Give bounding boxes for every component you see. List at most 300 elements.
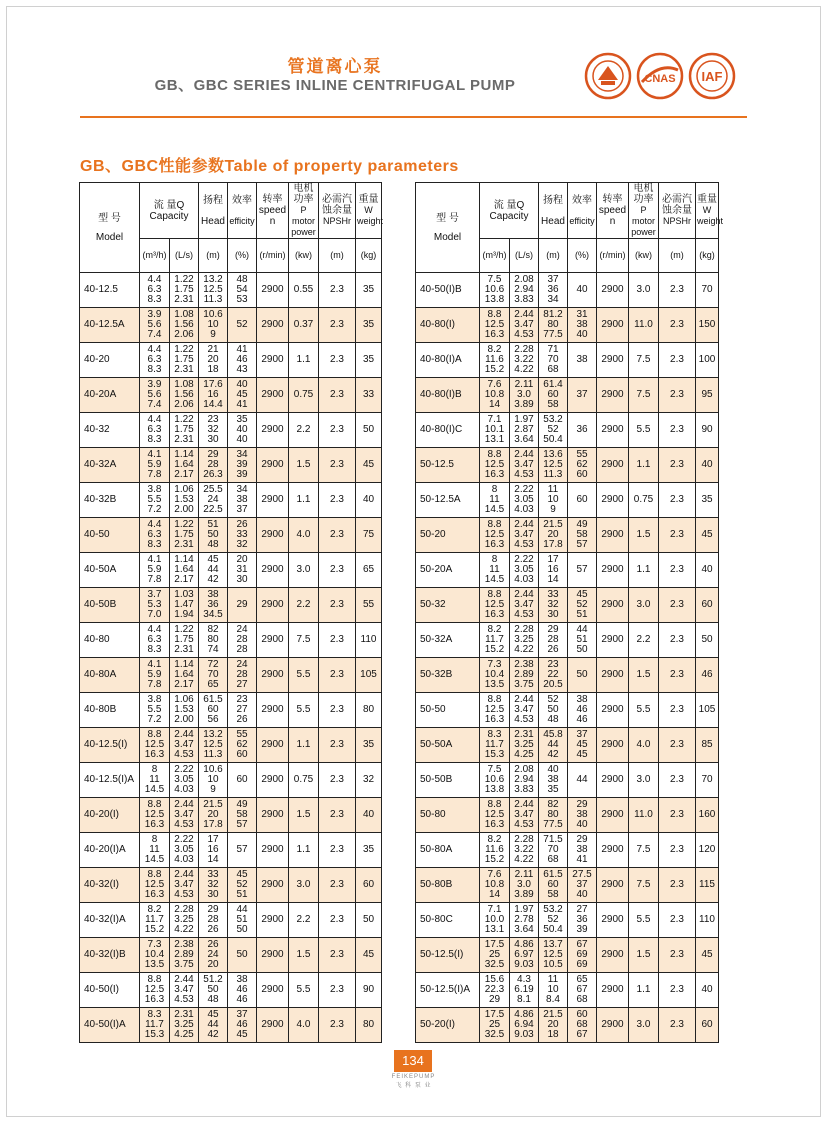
cell-flow-ls-value: 4.53 [514, 469, 534, 480]
cell-flow-m3h-value: 14 [488, 399, 501, 410]
cell-flow-m3h-value: 12.5 [144, 809, 165, 820]
table-row [416, 868, 748, 903]
table-body-right [416, 273, 748, 1043]
cell-flow-ls-value: 2.44 [174, 869, 194, 880]
cell-flow-m3h-value: 16.3 [484, 714, 505, 725]
cell-model: 40-12.5(I)A [80, 763, 140, 798]
cell-head-value: 13.6 [543, 449, 563, 460]
cell-flow-ls-value: 2.17 [174, 574, 194, 585]
cell-flow-m3h-value: 6.3 [147, 354, 162, 365]
cell-power: 3.0 [629, 588, 659, 623]
cell-efficiency-value: 67 [576, 984, 588, 995]
cell-head-value: 30 [207, 434, 219, 445]
cell-efficiency [228, 903, 257, 938]
cell-flow-ls-value: 3.05 [514, 564, 534, 575]
cell-npsh: 2.3 [659, 868, 696, 903]
cell-weight: 35 [356, 728, 382, 763]
cell-flow-ls [510, 588, 539, 623]
cell-head [199, 378, 228, 413]
cell-flow-ls-value: 1.08 [174, 309, 194, 320]
cell-head [199, 588, 228, 623]
cell-power: 1.1 [629, 448, 659, 483]
cell-efficiency-value: 44 [576, 774, 588, 785]
cell-flow-m3h-value: 5.9 [147, 669, 162, 680]
col-npsh: 必需汽蚀余量 NPSHr [319, 183, 356, 239]
cell-efficiency [568, 518, 597, 553]
section-title: GB、GBC性能参数Table of property parameters [80, 158, 459, 175]
cell-npsh: 2.3 [319, 413, 356, 448]
cell-efficiency-value: 29 [576, 799, 588, 810]
cell-head [199, 868, 228, 903]
cell-flow-ls-value: 6.94 [514, 1019, 534, 1030]
cell-model: 40-20(I)A [80, 833, 140, 868]
cell-weight: 32 [356, 763, 382, 798]
cell-flow-m3h-value: 8.3 [147, 539, 162, 550]
title-chinese: 管道离心泵 [287, 57, 383, 76]
cell-efficiency-value: 67 [576, 1029, 588, 1040]
cell-model: 40-50 [80, 518, 140, 553]
cell-head-value: 9 [550, 504, 556, 515]
cell-power: 7.5 [629, 868, 659, 903]
cell-head-value: 70 [547, 844, 559, 855]
cell-flow-m3h [480, 308, 510, 343]
col-model: 型 号 Model [80, 183, 140, 273]
cell-flow-m3h-value: 10.8 [484, 879, 505, 890]
cell-flow-ls-value: 4.86 [514, 1009, 534, 1020]
cell-flow-m3h-value: 13.8 [484, 784, 505, 795]
cell-head-value: 20 [207, 959, 219, 970]
cell-weight: 150 [696, 308, 719, 343]
cell-power: 1.1 [289, 483, 319, 518]
cell-model: 50-32B [416, 658, 480, 693]
cell-speed: 2900 [597, 798, 629, 833]
cell-flow-ls [510, 448, 539, 483]
cell-flow-m3h-value: 12.5 [484, 529, 505, 540]
cell-efficiency-value: 58 [236, 809, 248, 820]
cell-flow-ls-value: 2.22 [174, 764, 194, 775]
cell-flow-ls-value: 3.47 [174, 809, 194, 820]
cell-flow-m3h-value: 8 [151, 834, 158, 845]
cell-flow-m3h [480, 448, 510, 483]
cell-power: 3.0 [289, 553, 319, 588]
cell-efficiency [568, 483, 597, 518]
cell-flow-m3h-value: 7.6 [487, 379, 502, 390]
cell-flow-m3h-value: 7.0 [147, 609, 162, 620]
cell-flow-ls-value: 1.14 [174, 554, 194, 565]
cell-head-value: 70 [547, 354, 559, 365]
cell-flow-m3h [480, 903, 510, 938]
cell-flow-ls-value: 1.97 [514, 904, 534, 915]
cell-head-value: 16 [207, 844, 219, 855]
cell-flow-m3h-value: 22.3 [484, 984, 505, 995]
cell-power: 0.75 [289, 378, 319, 413]
cell-efficiency-value: 57 [236, 844, 248, 855]
cell-head-value: 71 [547, 344, 559, 355]
cell-flow-m3h [140, 973, 170, 1008]
cell-efficiency [228, 518, 257, 553]
col-weight: 重量 W weight [696, 183, 719, 239]
cell-power: 4.0 [289, 518, 319, 553]
cell-speed: 2900 [597, 413, 629, 448]
cell-flow-ls-value: 2.44 [514, 799, 534, 810]
cell-efficiency-value: 62 [236, 739, 248, 750]
cell-flow-ls-value: 3.25 [174, 914, 194, 925]
cell-speed: 2900 [257, 448, 289, 483]
cell-power: 7.5 [629, 833, 659, 868]
cell-head [199, 693, 228, 728]
cell-flow-ls [170, 903, 199, 938]
cell-flow-m3h-value: 7.3 [147, 939, 162, 950]
cell-model: 40-50(I)B [416, 273, 480, 308]
cell-flow-ls-value: 2.44 [514, 519, 534, 530]
cell-efficiency-value: 27 [576, 904, 588, 915]
cell-efficiency-value: 38 [576, 319, 588, 330]
cell-flow-m3h-value: 8.8 [147, 869, 162, 880]
cell-flow-m3h-value: 16.3 [144, 819, 165, 830]
cell-speed: 2900 [257, 693, 289, 728]
cell-head-value: 26 [547, 644, 559, 655]
cell-power: 4.0 [289, 1008, 319, 1043]
cell-efficiency-value: 24 [236, 624, 248, 635]
cell-flow-m3h-value: 7.8 [147, 469, 162, 480]
cell-flow-m3h-value: 4.1 [147, 659, 162, 670]
cell-flow-ls-value: 3.89 [514, 399, 534, 410]
cell-flow-m3h [140, 273, 170, 308]
cell-efficiency-value: 40 [236, 424, 248, 435]
cell-head-value: 17 [207, 834, 219, 845]
cell-flow-ls-value: 3.83 [514, 294, 534, 305]
cell-flow-ls-value: 3.47 [514, 529, 534, 540]
cell-speed: 2900 [597, 483, 629, 518]
cell-flow-m3h [480, 763, 510, 798]
cell-npsh: 2.3 [319, 588, 356, 623]
cell-head-value: 48 [207, 994, 219, 1005]
cell-flow-m3h-value: 25 [488, 949, 501, 960]
table-row [416, 483, 748, 518]
cell-head-value: 58 [547, 399, 559, 410]
cell-flow-ls [510, 973, 539, 1008]
cell-head-value: 12.5 [203, 739, 223, 750]
footer-brand-en: FEIKEPUMP [391, 1074, 436, 1080]
cell-flow-m3h-value: 11.7 [485, 739, 504, 750]
cell-head-value: 60 [547, 879, 559, 890]
cell-head-value: 80 [547, 319, 559, 330]
parameter-table-left [79, 182, 411, 1043]
cell-flow-ls-value: 3.05 [514, 494, 534, 505]
cell-head-value: 61.4 [543, 379, 563, 390]
cell-flow-ls-value: 4.53 [514, 329, 534, 340]
cell-head-value: 70 [207, 669, 219, 680]
cell-speed: 2900 [597, 378, 629, 413]
cell-model: 40-12.5 [80, 273, 140, 308]
cell-head-value: 82 [547, 799, 559, 810]
cell-head-value: 77.5 [543, 819, 563, 830]
cell-head-value: 11.3 [203, 749, 223, 760]
unit-weight: (kg) [356, 239, 382, 273]
col-capacity: 流 量Q Capacity [480, 183, 539, 239]
page-header [0, 40, 827, 120]
cell-head-value: 52 [547, 914, 559, 925]
cell-flow-m3h-value: 7.4 [147, 329, 162, 340]
col-efficiency: 效率 efficity [228, 183, 257, 239]
cell-head-value: 48 [547, 714, 559, 725]
cell-npsh: 2.3 [659, 518, 696, 553]
table-row [416, 553, 748, 588]
cell-flow-m3h-value: 10.6 [484, 284, 505, 295]
cell-flow-m3h-value: 11.7 [485, 634, 504, 645]
cell-flow-m3h-value: 6.3 [147, 284, 162, 295]
cell-weight: 35 [356, 833, 382, 868]
cell-flow-ls [510, 728, 539, 763]
cell-flow-ls-value: 1.14 [174, 659, 194, 670]
cell-flow-m3h-value: 15.2 [484, 854, 505, 865]
cell-npsh: 2.3 [659, 763, 696, 798]
table-body-left [80, 273, 411, 1043]
cell-head-value: 14.4 [203, 399, 223, 410]
cell-power: 7.5 [629, 343, 659, 378]
cell-speed: 2900 [257, 378, 289, 413]
cell-head-value: 50 [547, 704, 559, 715]
cell-efficiency-value: 55 [576, 449, 588, 460]
cell-flow-m3h-value: 13.1 [484, 434, 505, 445]
cell-npsh: 2.3 [319, 868, 356, 903]
cell-model: 40-80(I)B [416, 378, 480, 413]
cell-flow-m3h-value: 17.5 [484, 939, 505, 950]
cell-flow-m3h-value: 6.3 [147, 424, 162, 435]
cell-npsh: 2.3 [659, 833, 696, 868]
unit-q1: (m³/h) [140, 239, 170, 273]
cell-power: 2.2 [629, 623, 659, 658]
cell-flow-ls-value: 4.03 [514, 504, 534, 515]
cell-efficiency [568, 728, 597, 763]
cell-head [199, 903, 228, 938]
cell-efficiency [568, 693, 597, 728]
cell-flow-m3h-value: 17.5 [484, 1009, 505, 1020]
cell-flow-ls-value: 1.08 [174, 379, 194, 390]
cell-efficiency-value: 60 [236, 749, 248, 760]
cell-flow-ls-value: 2.00 [174, 714, 194, 725]
cell-efficiency [228, 308, 257, 343]
cell-flow-ls-value: 4.22 [514, 854, 534, 865]
cell-efficiency-value: 37 [576, 389, 588, 400]
cell-head-value: 53.2 [543, 414, 563, 425]
cell-flow-m3h [480, 343, 510, 378]
cell-head-value: 24 [207, 494, 219, 505]
cell-speed: 2900 [257, 763, 289, 798]
cell-flow-m3h-value: 5.9 [147, 564, 162, 575]
cell-efficiency-value: 46 [576, 714, 588, 725]
cell-flow-m3h-value: 8 [151, 764, 158, 775]
cell-flow-ls-value: 2.17 [174, 469, 194, 480]
cell-efficiency-value: 28 [236, 634, 248, 645]
cell-npsh: 2.3 [659, 378, 696, 413]
cell-flow-m3h-value: 4.4 [147, 344, 162, 355]
cell-flow-m3h [140, 413, 170, 448]
cell-weight: 120 [696, 833, 719, 868]
cell-efficiency-value: 34 [236, 449, 248, 460]
cell-weight: 35 [356, 343, 382, 378]
cell-flow-ls-value: 3.0 [517, 389, 531, 400]
cell-speed: 2900 [597, 623, 629, 658]
cell-head-value: 50 [207, 984, 219, 995]
table-row [416, 693, 748, 728]
cell-flow-ls-value: 2.08 [514, 274, 534, 285]
cell-efficiency-value: 36 [576, 424, 588, 435]
cell-efficiency [568, 1008, 597, 1043]
cell-flow-m3h [480, 378, 510, 413]
cell-efficiency-value: 54 [236, 284, 248, 295]
cell-efficiency [568, 938, 597, 973]
cell-model: 50-12.5 [416, 448, 480, 483]
cell-model: 50-50B [416, 763, 480, 798]
cell-head-value: 26.3 [203, 469, 223, 480]
cell-head-value: 71.5 [543, 834, 563, 845]
cell-efficiency-value: 39 [576, 924, 588, 935]
cell-flow-ls-value: 3.25 [514, 634, 534, 645]
cell-flow-ls-value: 8.1 [517, 994, 531, 1005]
cell-power: 7.5 [629, 378, 659, 413]
table-row [80, 343, 411, 378]
cell-head-value: 18 [207, 364, 219, 375]
cell-speed: 2900 [597, 448, 629, 483]
cell-head-value: 28 [207, 459, 219, 470]
cell-head-value: 20 [547, 1019, 559, 1030]
cell-head [199, 308, 228, 343]
cell-flow-m3h [480, 658, 510, 693]
cell-efficiency-value: 60 [576, 469, 588, 480]
cell-flow-ls-value: 3.05 [174, 844, 194, 855]
cell-head-value: 50 [207, 529, 219, 540]
cell-efficiency-value: 51 [576, 609, 588, 620]
cell-power: 5.5 [629, 413, 659, 448]
cell-flow-m3h-value: 8.3 [487, 729, 502, 740]
cell-efficiency-value: 69 [576, 949, 588, 960]
cell-flow-ls-value: 3.0 [517, 879, 531, 890]
col-capacity: 流 量Q Capacity [140, 183, 199, 239]
table-row [80, 693, 411, 728]
title-english: GB、GBC SERIES INLINE CENTRIFUGAL PUMP [154, 77, 516, 94]
cell-flow-ls-value: 2.11 [514, 869, 534, 880]
cell-flow-m3h-value: 3.8 [147, 484, 162, 495]
cell-power: 11.0 [629, 798, 659, 833]
cell-flow-ls-value: 2.94 [514, 284, 534, 295]
cell-flow-m3h [480, 868, 510, 903]
cell-flow-ls-value: 1.56 [174, 319, 194, 330]
cell-model: 40-50(I) [80, 973, 140, 1008]
cell-flow-m3h-value: 4.4 [147, 414, 162, 425]
cell-flow-m3h-value: 11.6 [485, 844, 504, 855]
cell-power: 1.5 [629, 938, 659, 973]
cell-head-value: 50.4 [543, 924, 563, 935]
cell-flow-m3h-value: 8.3 [147, 294, 162, 305]
cell-npsh: 2.3 [319, 308, 356, 343]
cell-npsh: 2.3 [319, 693, 356, 728]
cell-npsh: 2.3 [319, 903, 356, 938]
cell-flow-ls-value: 2.87 [514, 424, 534, 435]
cell-power: 5.5 [629, 693, 659, 728]
cell-flow-m3h-value: 4.4 [147, 624, 162, 635]
cell-efficiency-value: 60 [236, 774, 248, 785]
cell-flow-m3h-value: 8.8 [487, 519, 502, 530]
cell-head-value: 33 [547, 589, 559, 600]
cell-head-value: 68 [547, 854, 559, 865]
cell-flow-ls-value: 2.08 [514, 764, 534, 775]
cell-flow-ls [510, 518, 539, 553]
cell-head [199, 798, 228, 833]
cell-power: 3.0 [629, 273, 659, 308]
cell-flow-ls [510, 273, 539, 308]
cell-flow-m3h-value: 12.5 [484, 599, 505, 610]
cell-speed: 2900 [597, 973, 629, 1008]
cell-efficiency-value: 45 [236, 1029, 248, 1040]
cell-head-value: 12.5 [543, 949, 563, 960]
cell-head-value: 29 [547, 624, 559, 635]
cell-flow-ls [170, 658, 199, 693]
cell-flow-m3h-value: 12.5 [144, 879, 165, 890]
cell-efficiency-value: 52 [236, 319, 248, 330]
cell-flow-m3h-value: 10.4 [144, 949, 165, 960]
cell-flow-m3h-value: 8.8 [147, 974, 162, 985]
cell-efficiency-value: 28 [236, 644, 248, 655]
cell-flow-ls-value: 2.94 [514, 774, 534, 785]
cell-speed: 2900 [257, 798, 289, 833]
cell-head-value: 35 [547, 784, 559, 795]
cell-head-value: 21 [207, 344, 219, 355]
cell-head-value: 36 [547, 284, 559, 295]
unit-q2: (L/s) [510, 239, 539, 273]
cell-efficiency-value: 29 [576, 834, 588, 845]
cell-head-value: 56 [207, 714, 219, 725]
cell-efficiency-value: 60 [576, 1009, 588, 1020]
cell-efficiency [228, 448, 257, 483]
cell-head [539, 448, 568, 483]
cell-efficiency-value: 39 [236, 469, 248, 480]
cell-flow-m3h-value: 10.0 [484, 914, 505, 925]
cell-flow-ls-value: 9.03 [514, 959, 534, 970]
cell-efficiency-value: 40 [236, 434, 248, 445]
cell-flow-m3h [480, 413, 510, 448]
cell-head-value: 52 [547, 424, 559, 435]
cell-flow-ls-value: 1.14 [174, 449, 194, 460]
table-row [80, 868, 411, 903]
cell-head-value: 17.8 [543, 539, 563, 550]
cell-model: 40-20 [80, 343, 140, 378]
cell-efficiency-value: 46 [236, 984, 248, 995]
cell-flow-m3h-value: 3.9 [147, 379, 162, 390]
cell-flow-ls-value: 1.64 [174, 564, 194, 575]
cell-efficiency-value: 62 [576, 459, 588, 470]
cell-npsh: 2.3 [659, 658, 696, 693]
cell-flow-ls [170, 308, 199, 343]
cell-speed: 2900 [597, 658, 629, 693]
cell-model: 50-32A [416, 623, 480, 658]
parameter-table-right [415, 182, 748, 1043]
cell-flow-ls [510, 903, 539, 938]
cell-efficiency [568, 623, 597, 658]
cell-model: 40-32(I)B [80, 938, 140, 973]
cell-model: 50-80A [416, 833, 480, 868]
cell-head-value: 61.5 [203, 694, 223, 705]
cell-flow-ls-value: 4.3 [517, 974, 531, 985]
cell-efficiency [568, 273, 597, 308]
table-row [80, 273, 411, 308]
cell-head-value: 74 [207, 644, 219, 655]
cell-flow-ls-value: 4.22 [174, 924, 194, 935]
certification-logos [584, 48, 744, 108]
cell-model: 40-80(I)C [416, 413, 480, 448]
cell-weight: 90 [356, 973, 382, 1008]
cell-flow-m3h [140, 833, 170, 868]
